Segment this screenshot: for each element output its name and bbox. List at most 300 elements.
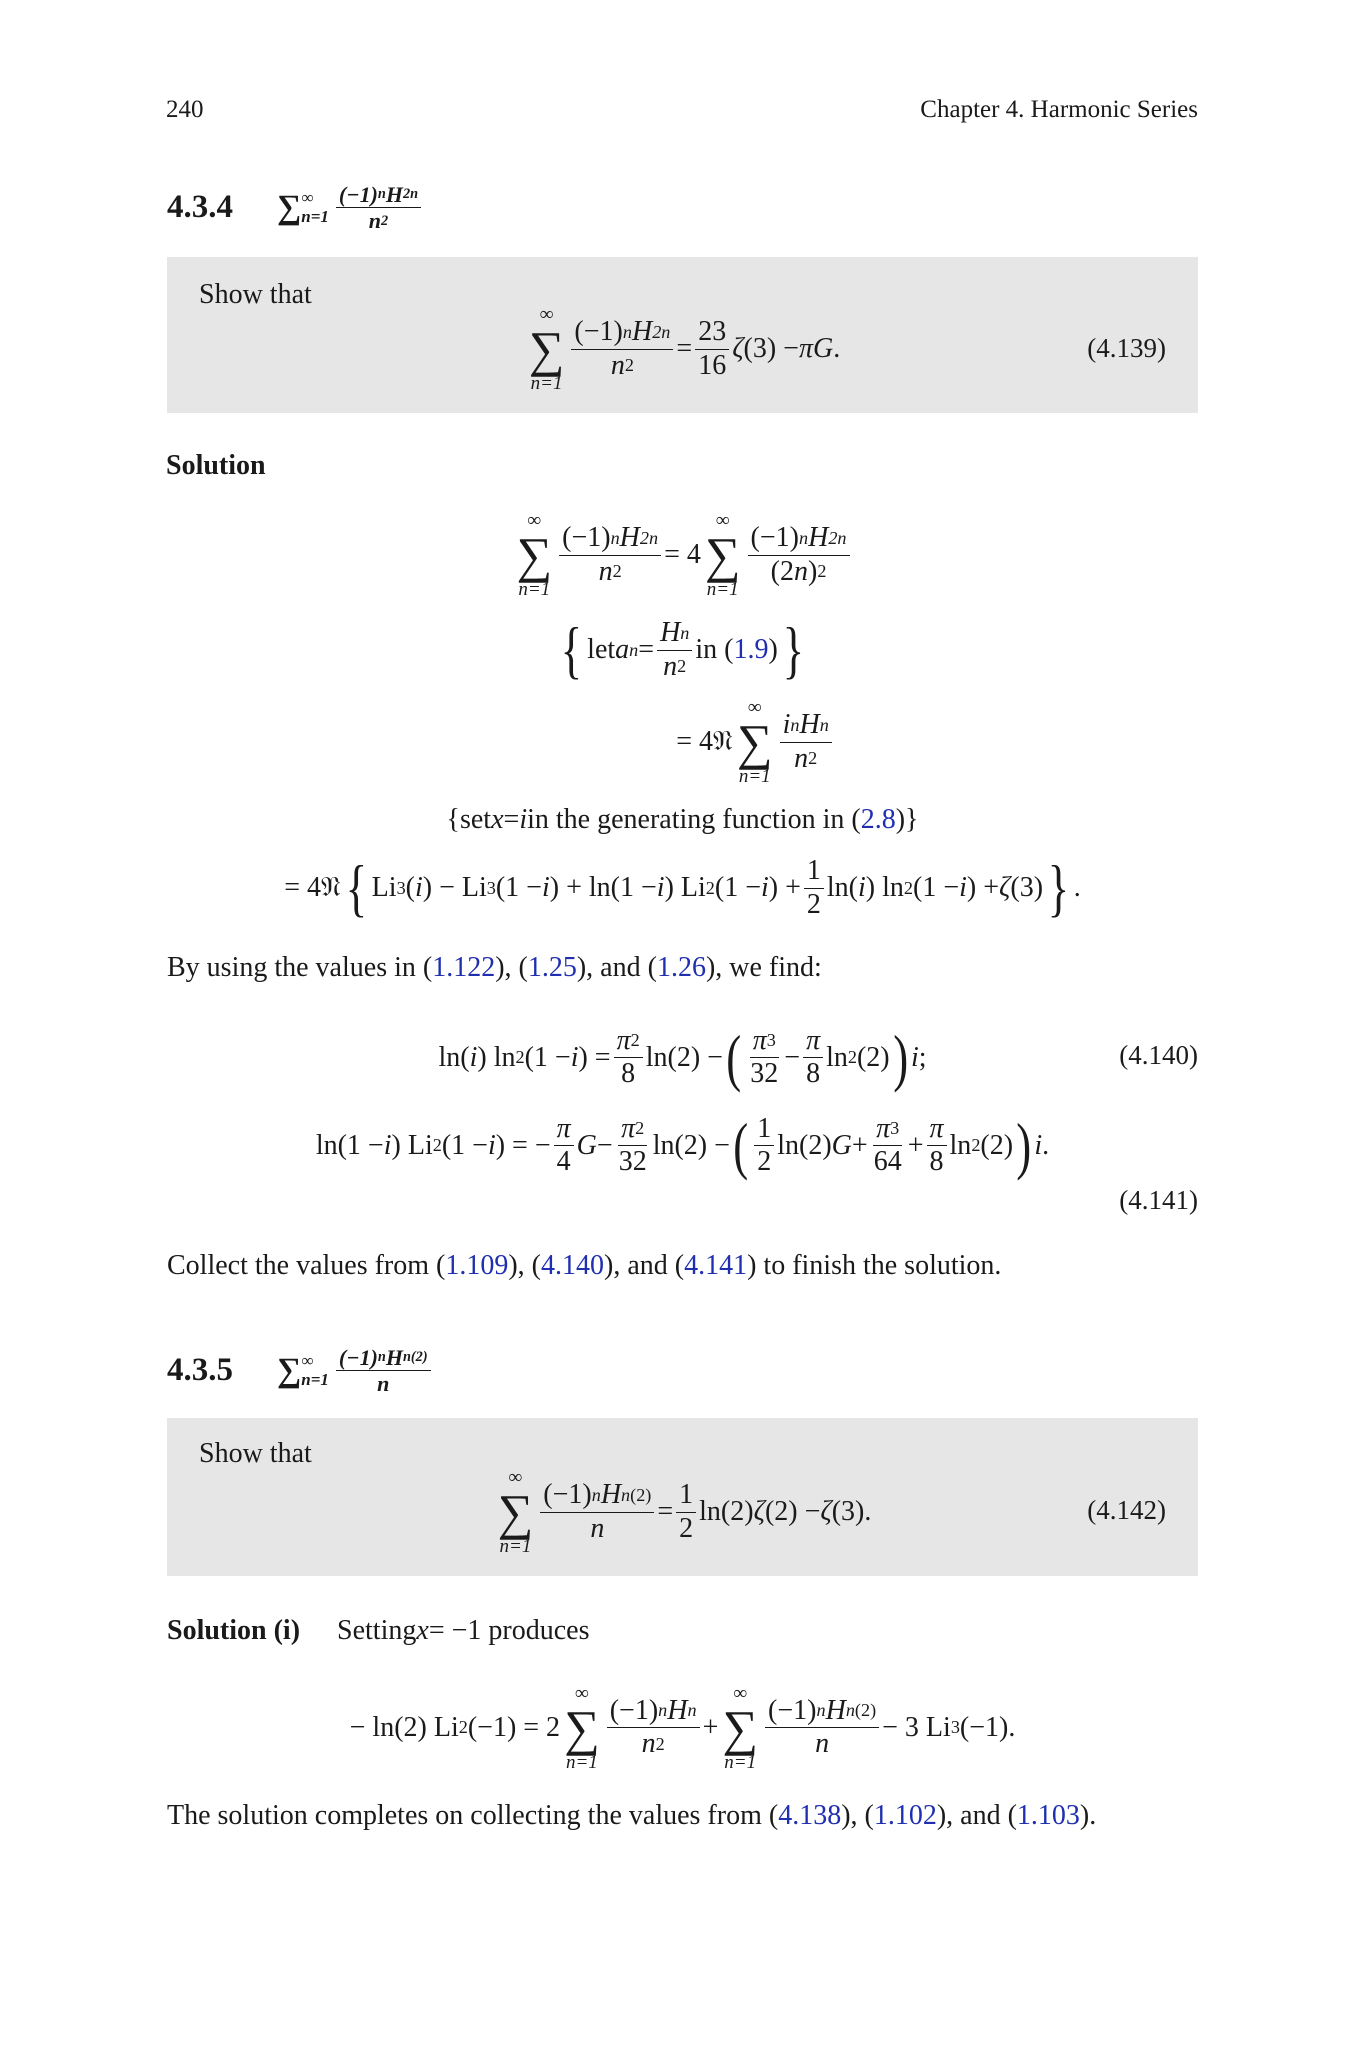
superscript xyxy=(635,1118,644,1139)
math-text: 1 xyxy=(679,1479,694,1511)
equation-number: (4.142) xyxy=(1087,1495,1166,1525)
denominator xyxy=(871,1146,905,1178)
math-text: 2 xyxy=(903,877,913,898)
subscript xyxy=(640,528,658,549)
sigma-symbol: ∑ xyxy=(564,1699,600,1756)
math-text: (−1) xyxy=(574,316,623,348)
math-symbol: n xyxy=(816,1700,826,1721)
math-symbol: x xyxy=(416,1615,429,1646)
math-text: ln( xyxy=(826,872,859,903)
denominator xyxy=(587,1513,607,1545)
numerator xyxy=(873,1113,902,1146)
summation xyxy=(277,1352,329,1390)
fraction xyxy=(871,1113,905,1178)
superscript xyxy=(411,1349,428,1365)
summation xyxy=(564,1684,600,1772)
math-text: (1 − xyxy=(714,872,761,903)
fraction xyxy=(927,1113,947,1178)
math-symbol: π xyxy=(929,1112,944,1144)
problem-box xyxy=(167,257,1198,413)
summation xyxy=(737,698,773,786)
reference-link[interactable]: 1.26 xyxy=(656,952,706,983)
math-text: ; xyxy=(918,1041,927,1073)
math-text: ) = xyxy=(578,1041,611,1073)
fraction xyxy=(554,1113,574,1178)
fraction xyxy=(780,709,832,774)
subscript xyxy=(820,715,829,736)
delimiter: ) xyxy=(892,1021,908,1093)
lower-limit: n=1 xyxy=(724,1751,757,1773)
math-text: . xyxy=(1073,872,1081,903)
fraction xyxy=(540,1479,654,1544)
math-text: 2 xyxy=(847,1047,857,1067)
math-text: (−1) xyxy=(750,522,799,554)
math-text: (−1) xyxy=(543,1479,592,1511)
math-text: 2 xyxy=(808,748,818,769)
subscript xyxy=(459,1717,468,1738)
sigma-symbol: ∑ xyxy=(277,1351,302,1389)
math-text: ) Li xyxy=(664,872,706,903)
math-text: ln(1 − xyxy=(315,1129,384,1161)
solution-line-4 xyxy=(167,800,1198,840)
superscript xyxy=(677,656,686,677)
numerator xyxy=(657,617,692,650)
math-symbol: π xyxy=(752,1024,767,1056)
math-text: 3 xyxy=(950,1717,960,1737)
math-text: = 4𝔑 xyxy=(676,726,733,757)
delimiter: { xyxy=(345,852,368,923)
equation-4-141 xyxy=(167,1103,1198,1188)
reference-link[interactable]: 4.141 xyxy=(684,1250,748,1281)
superscript xyxy=(592,1485,601,1506)
delimiter: { xyxy=(561,614,583,685)
math-text: (1 − xyxy=(495,872,542,903)
lower-limit: n=1 xyxy=(530,373,563,394)
equation-body xyxy=(525,305,840,393)
subscript xyxy=(652,322,670,343)
equation-number: (4.141) xyxy=(1119,1185,1198,1215)
superscript xyxy=(515,1047,524,1068)
subscript xyxy=(403,186,418,202)
reference-link[interactable]: 1.103 xyxy=(1016,1800,1080,1831)
lower-limit: n=1 xyxy=(301,1369,329,1389)
paragraph-by-using xyxy=(167,952,1198,984)
math-symbol: n xyxy=(622,321,632,342)
math-text: 3 xyxy=(396,877,406,898)
math-symbol: n xyxy=(402,1349,411,1366)
sigma-symbol: ∑ xyxy=(277,188,302,226)
solution-line-1 xyxy=(167,505,1198,605)
math-text: 2 xyxy=(630,1030,640,1051)
math-symbol: πG xyxy=(798,333,834,364)
math-text: ) xyxy=(768,634,778,665)
superscript xyxy=(817,561,826,582)
math-text: 2 xyxy=(679,1512,694,1544)
superscript xyxy=(378,186,386,202)
math-text: = xyxy=(676,333,693,364)
math-text: (2 xyxy=(770,555,794,587)
superscript xyxy=(631,1030,640,1051)
fraction xyxy=(695,316,729,381)
lower-limit: n=1 xyxy=(301,206,329,226)
subscript xyxy=(621,1485,630,1506)
subscript xyxy=(629,640,638,661)
math-text: ), ( xyxy=(508,1250,542,1281)
sigma-symbol: ∑ xyxy=(704,527,741,583)
fraction xyxy=(571,316,673,381)
math-text: ln xyxy=(826,1041,848,1073)
denominator xyxy=(618,1058,638,1090)
denominator xyxy=(768,556,830,588)
superscript xyxy=(613,561,622,582)
math-text: (1 − xyxy=(913,872,960,903)
math-text: 2 xyxy=(515,1047,525,1067)
math-symbol: i xyxy=(487,1129,496,1161)
summation xyxy=(705,511,741,599)
equation-4-142 xyxy=(167,1462,1198,1562)
solution-line-3 xyxy=(240,692,1271,792)
delimiter: ) xyxy=(1016,1109,1032,1181)
math-text: 4 xyxy=(556,1146,571,1177)
superscript xyxy=(656,1734,665,1755)
math-text: in ( xyxy=(695,634,734,665)
subscript xyxy=(397,878,406,899)
math-text: ) + ln(1 − xyxy=(549,872,657,903)
paragraph-collect xyxy=(167,1250,1198,1282)
reference-link[interactable]: 1.122 xyxy=(432,952,496,983)
subscript xyxy=(433,1135,442,1156)
denominator xyxy=(754,1146,774,1178)
delimiter: } xyxy=(1047,852,1070,923)
math-text: 3 xyxy=(766,1030,776,1051)
sigma-symbol: ∑ xyxy=(497,1484,534,1540)
math-symbol: i xyxy=(519,804,528,835)
math-text: − ln(2) Li xyxy=(349,1711,459,1743)
math-text: (3) − xyxy=(743,333,799,364)
reference-link[interactable]: 1.25 xyxy=(527,952,577,983)
reference-link[interactable]: 1.9 xyxy=(733,634,769,665)
math-text: (−1) = 2 xyxy=(467,1711,561,1743)
numerator xyxy=(927,1113,947,1146)
math-symbol: H xyxy=(825,1694,846,1726)
equation-body xyxy=(556,614,808,685)
math-text: (−1). xyxy=(959,1711,1016,1743)
lower-limit: n=1 xyxy=(499,1536,532,1557)
math-text: 8 xyxy=(806,1058,821,1089)
math-text: = xyxy=(657,1496,674,1527)
section-number: 4.3.4 xyxy=(167,189,233,226)
superscript xyxy=(904,878,913,899)
math-text: ln(2) xyxy=(777,1129,832,1161)
section-heading-4-3-5 xyxy=(167,1345,1198,1397)
numerator xyxy=(748,522,850,555)
reference-link[interactable]: 4.140 xyxy=(541,1250,605,1281)
math-text: ln xyxy=(949,1129,972,1161)
math-text: . xyxy=(833,333,841,364)
delimiter: } xyxy=(782,614,804,685)
math-symbol: i xyxy=(383,1129,392,1161)
equation-body xyxy=(512,511,852,599)
math-text: (−1) xyxy=(768,1694,817,1726)
reference-link[interactable]: 1.109 xyxy=(445,1250,509,1281)
math-symbol: ζ xyxy=(999,872,1011,903)
paragraph-text xyxy=(167,1800,1096,1832)
denominator xyxy=(803,1058,823,1090)
numerator xyxy=(803,1025,823,1058)
numerator xyxy=(607,1695,700,1728)
math-text: − xyxy=(784,1041,801,1073)
math-symbol: n xyxy=(799,527,809,548)
solution-line-2 xyxy=(167,610,1198,690)
upper-limit: ∞ xyxy=(747,697,762,718)
sigma-symbol: ∑ xyxy=(528,321,565,377)
math-symbol: n xyxy=(377,1349,386,1366)
math-text: 2 xyxy=(612,561,622,582)
denominator xyxy=(616,1146,650,1178)
math-symbol: H xyxy=(619,522,640,554)
math-text: ), and ( xyxy=(576,952,657,983)
math-text: ), ( xyxy=(841,1800,874,1831)
paragraph-final xyxy=(167,1800,1198,1832)
numerator xyxy=(559,522,661,555)
math-symbol: n xyxy=(598,555,613,587)
math-text: (2) xyxy=(630,1484,652,1505)
math-text: 3 xyxy=(486,877,496,898)
math-text: ) = − xyxy=(495,1129,551,1161)
math-symbol: 2n xyxy=(639,527,659,548)
equation-4-140 xyxy=(167,1015,1198,1100)
math-text: = 4𝔑 xyxy=(284,872,341,903)
superscript xyxy=(808,748,817,769)
math-text: 32 xyxy=(618,1146,647,1177)
denominator xyxy=(695,350,729,382)
math-text: in the generating function in ( xyxy=(527,804,861,835)
section-title-math xyxy=(273,1345,434,1397)
math-symbol: i xyxy=(1034,1129,1043,1161)
numerator xyxy=(754,1113,774,1146)
section-title-math xyxy=(273,182,424,234)
denominator xyxy=(812,1728,832,1760)
denominator xyxy=(639,1728,668,1760)
math-text: The solution completes on collecting the values from ( xyxy=(167,1800,779,1831)
math-symbol: π xyxy=(616,1024,631,1056)
math-text: (−1) xyxy=(562,522,611,554)
upper-limit: ∞ xyxy=(301,1351,314,1371)
limits xyxy=(301,1352,329,1389)
equation-number: (4.140) xyxy=(1119,1040,1198,1070)
math-symbol: n xyxy=(794,742,809,774)
math-symbol: π xyxy=(621,1112,636,1144)
fraction xyxy=(748,522,850,587)
math-symbol: 2n xyxy=(652,321,671,342)
solution-line-5 xyxy=(167,848,1198,928)
subscript xyxy=(846,1700,855,1721)
math-symbol: i xyxy=(761,872,769,903)
math-symbol: H xyxy=(600,1479,622,1511)
numerator xyxy=(765,1695,879,1728)
denominator xyxy=(676,1513,696,1545)
math-text: 2 xyxy=(806,888,821,920)
math-text: − 3 Li xyxy=(882,1711,951,1743)
math-text: 8 xyxy=(621,1058,636,1089)
paragraph-text xyxy=(167,1250,1001,1282)
math-text: = xyxy=(638,634,655,665)
math-text: ), we find: xyxy=(705,952,822,983)
math-symbol: n xyxy=(590,1512,605,1544)
fraction xyxy=(804,855,824,920)
upper-limit: ∞ xyxy=(539,304,554,325)
equation-body xyxy=(494,1468,872,1556)
math-symbol: n xyxy=(680,622,690,643)
math-text: 1 xyxy=(806,855,821,887)
math-text: ( xyxy=(405,872,415,903)
math-symbol: G xyxy=(576,1129,597,1161)
superscript xyxy=(611,528,620,549)
math-symbol: n xyxy=(610,349,625,381)
math-symbol: i xyxy=(910,1041,919,1073)
math-symbol: a xyxy=(615,634,630,665)
subscript xyxy=(403,1349,411,1365)
math-symbol: ζ xyxy=(820,1496,832,1527)
superscript xyxy=(381,213,388,229)
math-symbol: H xyxy=(660,617,681,649)
math-text: (−1) xyxy=(609,1694,659,1726)
superscript xyxy=(378,1349,386,1365)
fraction xyxy=(614,1025,643,1090)
math-text: ln( xyxy=(438,1041,470,1073)
math-symbol: n xyxy=(591,1484,601,1505)
denominator xyxy=(747,1058,781,1090)
math-symbol: H xyxy=(385,182,403,207)
math-text: ) to finish the solution. xyxy=(747,1250,1002,1281)
numerator xyxy=(804,855,824,888)
equation-4-139 xyxy=(167,299,1198,399)
math-symbol: π xyxy=(876,1112,891,1144)
math-text: (3). xyxy=(831,1496,872,1527)
delimiter: ( xyxy=(733,1109,749,1181)
math-symbol: n xyxy=(815,1728,830,1759)
section-number: 4.3.5 xyxy=(167,1352,233,1389)
math-text: . xyxy=(1042,1129,1050,1161)
superscript xyxy=(799,528,808,549)
upper-limit: ∞ xyxy=(301,188,314,208)
sigma-symbol: ∑ xyxy=(736,714,773,770)
math-text: ln(2) − xyxy=(652,1129,730,1161)
math-symbol: n xyxy=(368,208,382,234)
math-text: (2) xyxy=(856,1041,890,1073)
math-text: 2 xyxy=(757,1146,772,1177)
math-text: 2 xyxy=(458,1717,468,1737)
reference-link[interactable]: 2.8 xyxy=(860,804,896,835)
math-text: ), and ( xyxy=(936,1800,1017,1831)
fraction xyxy=(765,1695,879,1760)
equation-solution-i xyxy=(167,1675,1198,1780)
math-text: (−1) xyxy=(338,1345,378,1370)
fraction xyxy=(336,182,421,234)
lower-limit: n=1 xyxy=(565,1751,598,1773)
equation-number: (4.139) xyxy=(1087,333,1166,363)
numerator xyxy=(540,1479,654,1512)
math-symbol: H xyxy=(385,1345,403,1370)
math-text: ) xyxy=(807,555,818,587)
math-symbol: n xyxy=(377,186,386,203)
reference-link[interactable]: 4.138 xyxy=(778,1800,842,1831)
fraction xyxy=(616,1113,650,1178)
math-text: (2) xyxy=(854,1700,877,1721)
superscript xyxy=(971,1135,980,1156)
numerator xyxy=(695,316,729,349)
equation-body xyxy=(350,1684,1016,1772)
summation xyxy=(516,511,552,599)
math-symbol: n xyxy=(819,714,829,735)
math-text: − xyxy=(596,1129,613,1161)
math-text: ), ( xyxy=(495,952,528,983)
page-number: 240 xyxy=(166,96,204,123)
running-header: Chapter 4. Harmonic Series xyxy=(920,96,1198,123)
math-text: 32 xyxy=(750,1058,779,1089)
math-text: 2 xyxy=(635,1118,645,1139)
math-text: + xyxy=(907,1129,924,1161)
math-symbol: i xyxy=(570,1041,579,1073)
solution-i-lead xyxy=(167,1615,1198,1647)
math-text: ) − Li xyxy=(422,872,487,903)
denominator xyxy=(596,556,625,588)
denominator xyxy=(927,1146,947,1178)
math-text: ) ln xyxy=(477,1041,516,1073)
math-symbol: i xyxy=(959,872,967,903)
summation xyxy=(529,305,565,393)
equation-body xyxy=(315,1109,1050,1181)
math-text: (1 − xyxy=(441,1129,488,1161)
math-text: ). xyxy=(1079,1800,1097,1831)
fraction xyxy=(607,1695,700,1760)
numerator xyxy=(676,1479,696,1512)
math-text: ), and ( xyxy=(604,1250,685,1281)
math-symbol: n xyxy=(641,1728,656,1759)
equation-body xyxy=(447,804,919,836)
math-symbol: n xyxy=(658,1700,668,1721)
upper-limit: ∞ xyxy=(575,1682,589,1704)
denominator xyxy=(366,208,391,233)
math-symbol: n xyxy=(629,639,639,660)
subscript xyxy=(828,528,846,549)
math-symbol: ζ xyxy=(753,1496,765,1527)
math-symbol: n xyxy=(377,1371,390,1397)
denominator xyxy=(554,1146,574,1178)
fraction xyxy=(754,1113,774,1178)
math-text: 64 xyxy=(873,1146,902,1177)
subscript xyxy=(487,878,496,899)
superscript xyxy=(630,1485,651,1506)
reference-link[interactable]: 1.102 xyxy=(873,1800,937,1831)
summation xyxy=(277,189,329,227)
math-text: = 4 xyxy=(664,539,701,570)
math-symbol: H xyxy=(799,709,820,741)
math-text: ) + xyxy=(966,872,1000,903)
upper-limit: ∞ xyxy=(715,510,730,531)
math-text: + xyxy=(851,1129,868,1161)
fraction xyxy=(657,617,692,682)
math-text: + xyxy=(702,1711,719,1743)
math-symbol: H xyxy=(667,1694,688,1726)
math-text: )} xyxy=(895,804,919,835)
math-symbol: i xyxy=(858,872,866,903)
math-symbol: n xyxy=(687,1700,697,1721)
paragraph-text xyxy=(337,1615,589,1647)
solution-i-label: Solution (i) xyxy=(167,1615,301,1646)
math-symbol: i xyxy=(469,1041,478,1073)
fraction xyxy=(747,1025,781,1090)
